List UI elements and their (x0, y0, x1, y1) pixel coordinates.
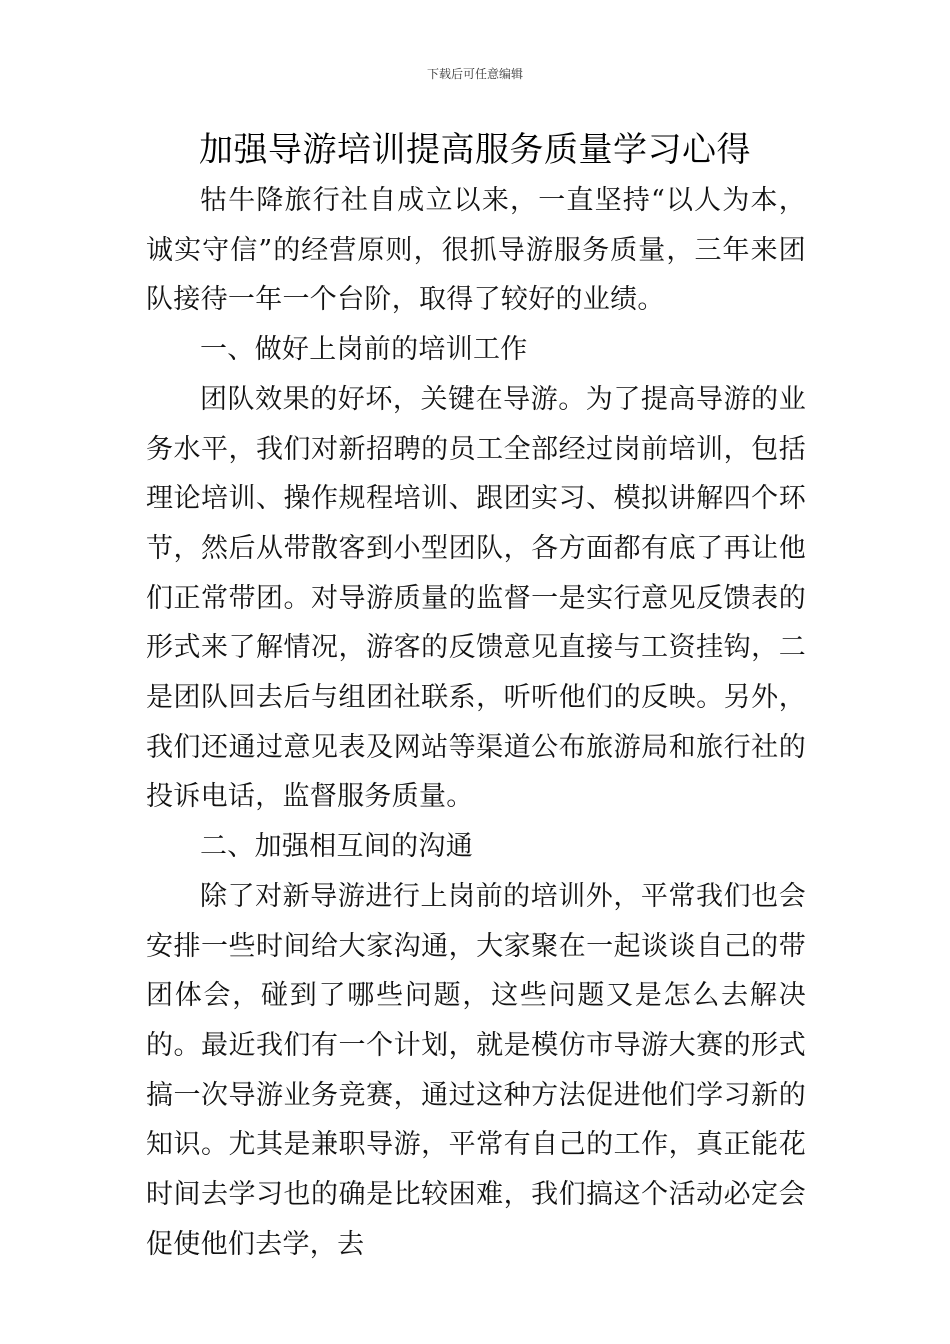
document-title: 加强导游培训提高服务质量学习心得 (199, 130, 751, 170)
paragraph-communication: 除了对新导游进行上岗前的培训外，平常我们也会安排一些时间给大家沟通，大家聚在一起谈谈自己的带团体会，碰到了哪些问题，这些问题又是怎么去解决的。最近我们有一个计划，就是模仿市导游大赛的形式搞一次导游业务竞赛，通过这种方法促进他们学习新的知识。尤其是兼职导游，平常有自己的工作，真正能花时间去学习也的确是比较困难，我们搞这个活动必定会促使他们去学，去 (146, 880, 806, 1260)
section-heading-2: 二、加强相互间的沟通 (200, 831, 473, 863)
header-note: 下载后可任意编辑 (426, 67, 523, 81)
paragraph-training: 团队效果的好坏，关键在导游。为了提高导游的业务水平，我们对新招聘的员工全部经过岗前培训，包括理论培训、操作规程培训、跟团实习、模拟讲解四个环节，然后从带散客到小型团队，各方面都有底了再让他们正常带团。对导游质量的监督一是实行意见反馈表的形式来了解情况，游客的反馈意见直接与工资挂钩，二是团队回去后与组团社联系，听听他们的反映。另外，我们还通过意见表及网站等渠道公布旅游局和旅行社的投诉电话，监督服务质量。 (146, 383, 806, 813)
paragraph-intro: 牯牛降旅行社自成立以来，一直坚持“以人为本，诚实守信”的经营原则，很抓导游服务质量，三年来团队接待一年一个台阶，取得了较好的业绩。 (146, 185, 806, 316)
section-heading-1: 一、做好上岗前的培训工作 (200, 334, 528, 366)
document-body (146, 176, 806, 1269)
